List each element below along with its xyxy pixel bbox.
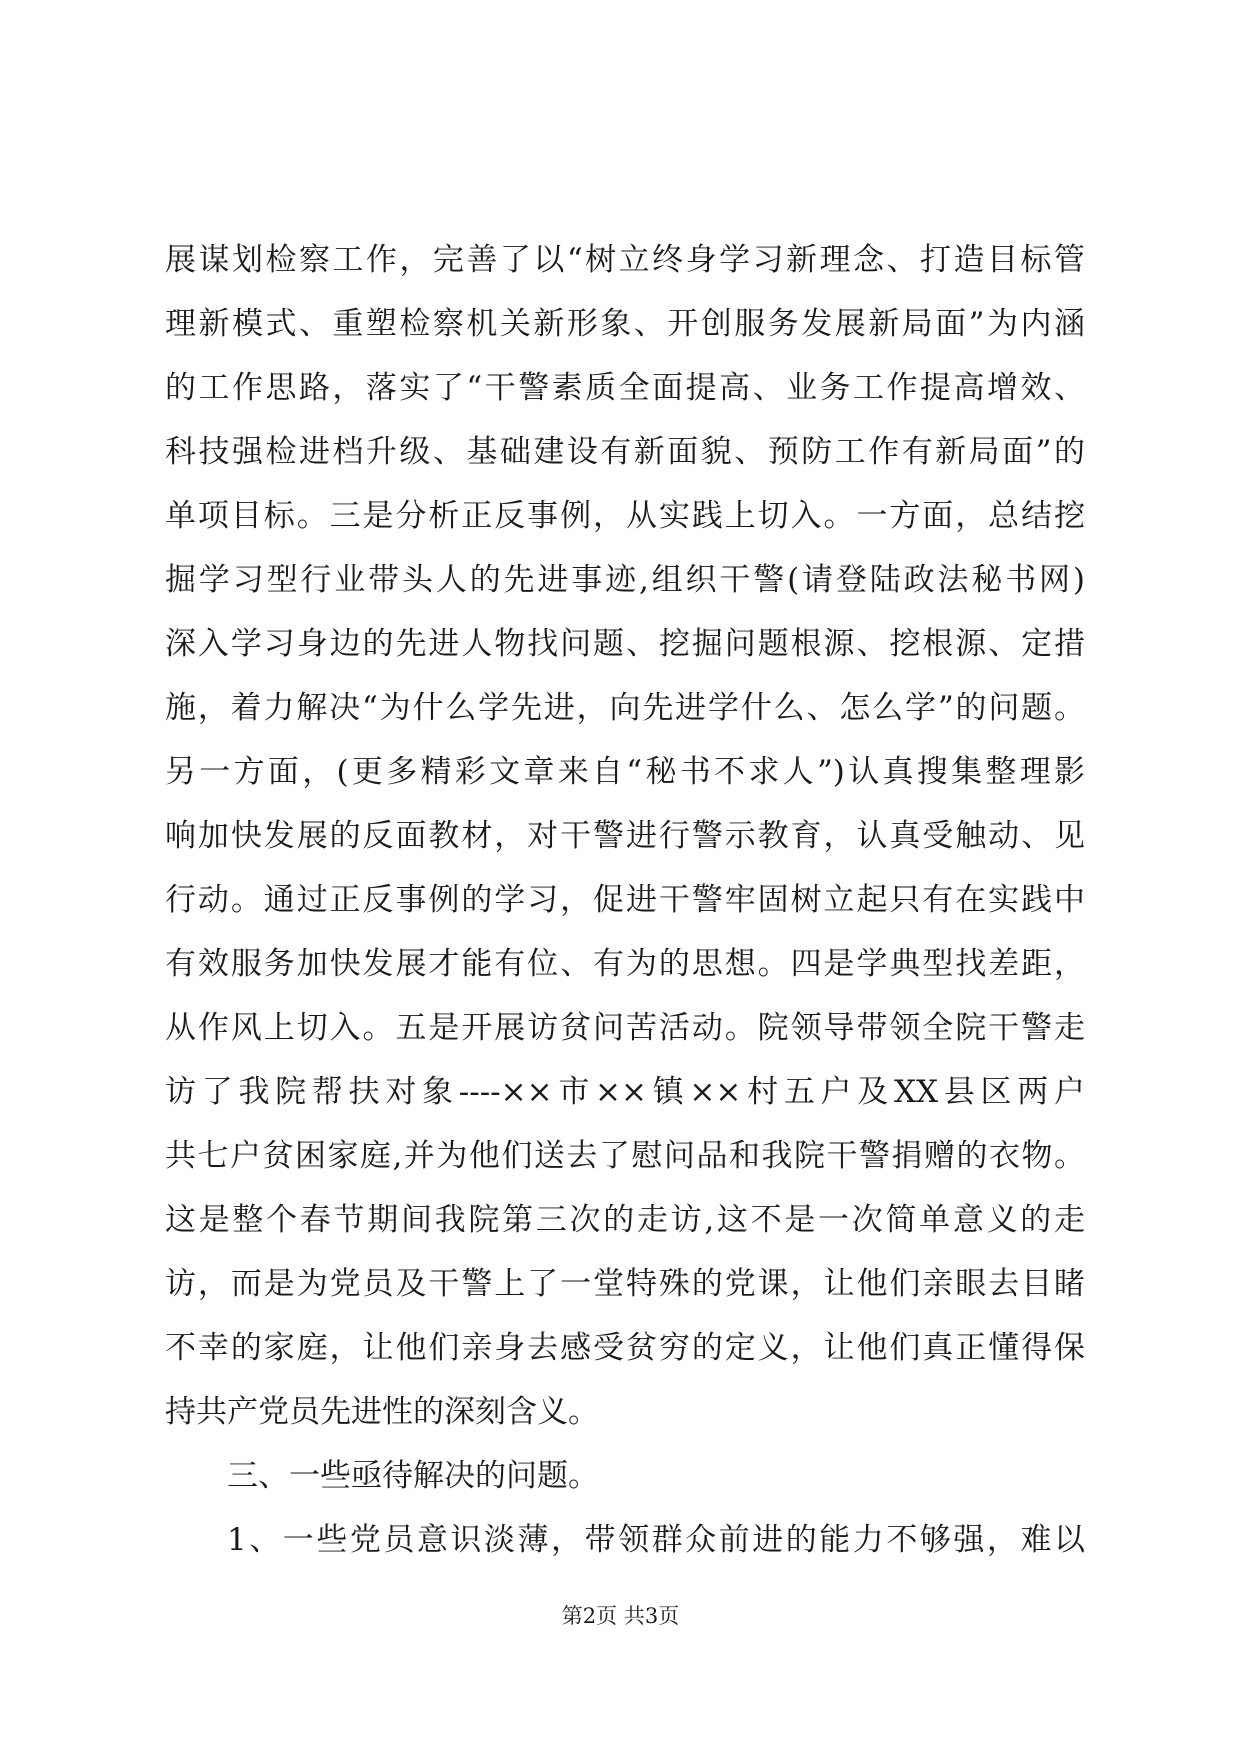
body-line: 访了我院帮扶对象----××市××镇××村五户及XX县区两户	[165, 1074, 1085, 1110]
body-line: 访，而是为党员及干警上了一堂特殊的党课，让他们亲眼去目睹	[165, 1266, 1085, 1302]
body-line: 单项目标。三是分析正反事例，从实践上切入。一方面，总结挖	[165, 498, 1085, 534]
body-line: 共七户贫困家庭,并为他们送去了慰问品和我院干警捐赠的衣物。	[165, 1138, 1085, 1174]
body-line: 掘学习型行业带头人的先进事迹,组织干警(请登陆政法秘书网)	[165, 562, 1085, 598]
body-line: 的工作思路，落实了“干警素质全面提高、业务工作提高增效、	[165, 370, 1085, 406]
body-line: 科技强检进档升级、基础建设有新面貌、预防工作有新局面”的	[165, 434, 1085, 470]
body-line: 从作风上切入。五是开展访贫问苦活动。院领导带领全院干警走	[165, 1010, 1085, 1046]
body-line: 有效服务加快发展才能有位、有为的思想。四是学典型找差距，	[165, 946, 1085, 982]
body-line: 展谋划检察工作，完善了以“树立终身学习新理念、打造目标管	[165, 242, 1085, 278]
section-heading: 三、一些亟待解决的问题。	[227, 1458, 599, 1494]
body-line: 不幸的家庭，让他们亲身去感受贫穷的定义，让他们真正懂得保	[165, 1330, 1085, 1366]
body-line: 深入学习身边的先进人物找问题、挖掘问题根源、挖根源、定措	[165, 626, 1085, 662]
page-number-footer: 第2页 共3页	[561, 1604, 680, 1628]
body-line: 这是整个春节期间我院第三次的走访,这不是一次简单意义的走	[165, 1202, 1085, 1238]
body-line: 理新模式、重塑检察机关新形象、开创服务发展新局面”为内涵	[165, 306, 1085, 342]
body-line: 持共产党员先进性的深刻含义。	[165, 1394, 599, 1430]
body-line: 另一方面，(更多精彩文章来自“秘书不求人”)认真搜集整理影	[165, 754, 1085, 790]
body-line: 响加快发展的反面教材，对干警进行警示教育，认真受触动、见	[165, 818, 1085, 854]
body-line: 施，着力解决“为什么学先进，向先进学什么、怎么学”的问题。	[165, 690, 1085, 726]
document-body	[165, 228, 1085, 1572]
body-line: 1、一些党员意识淡薄，带领群众前进的能力不够强，难以	[227, 1522, 1085, 1558]
body-line: 行动。通过正反事例的学习，促进干警牢固树立起只有在实践中	[165, 882, 1085, 918]
